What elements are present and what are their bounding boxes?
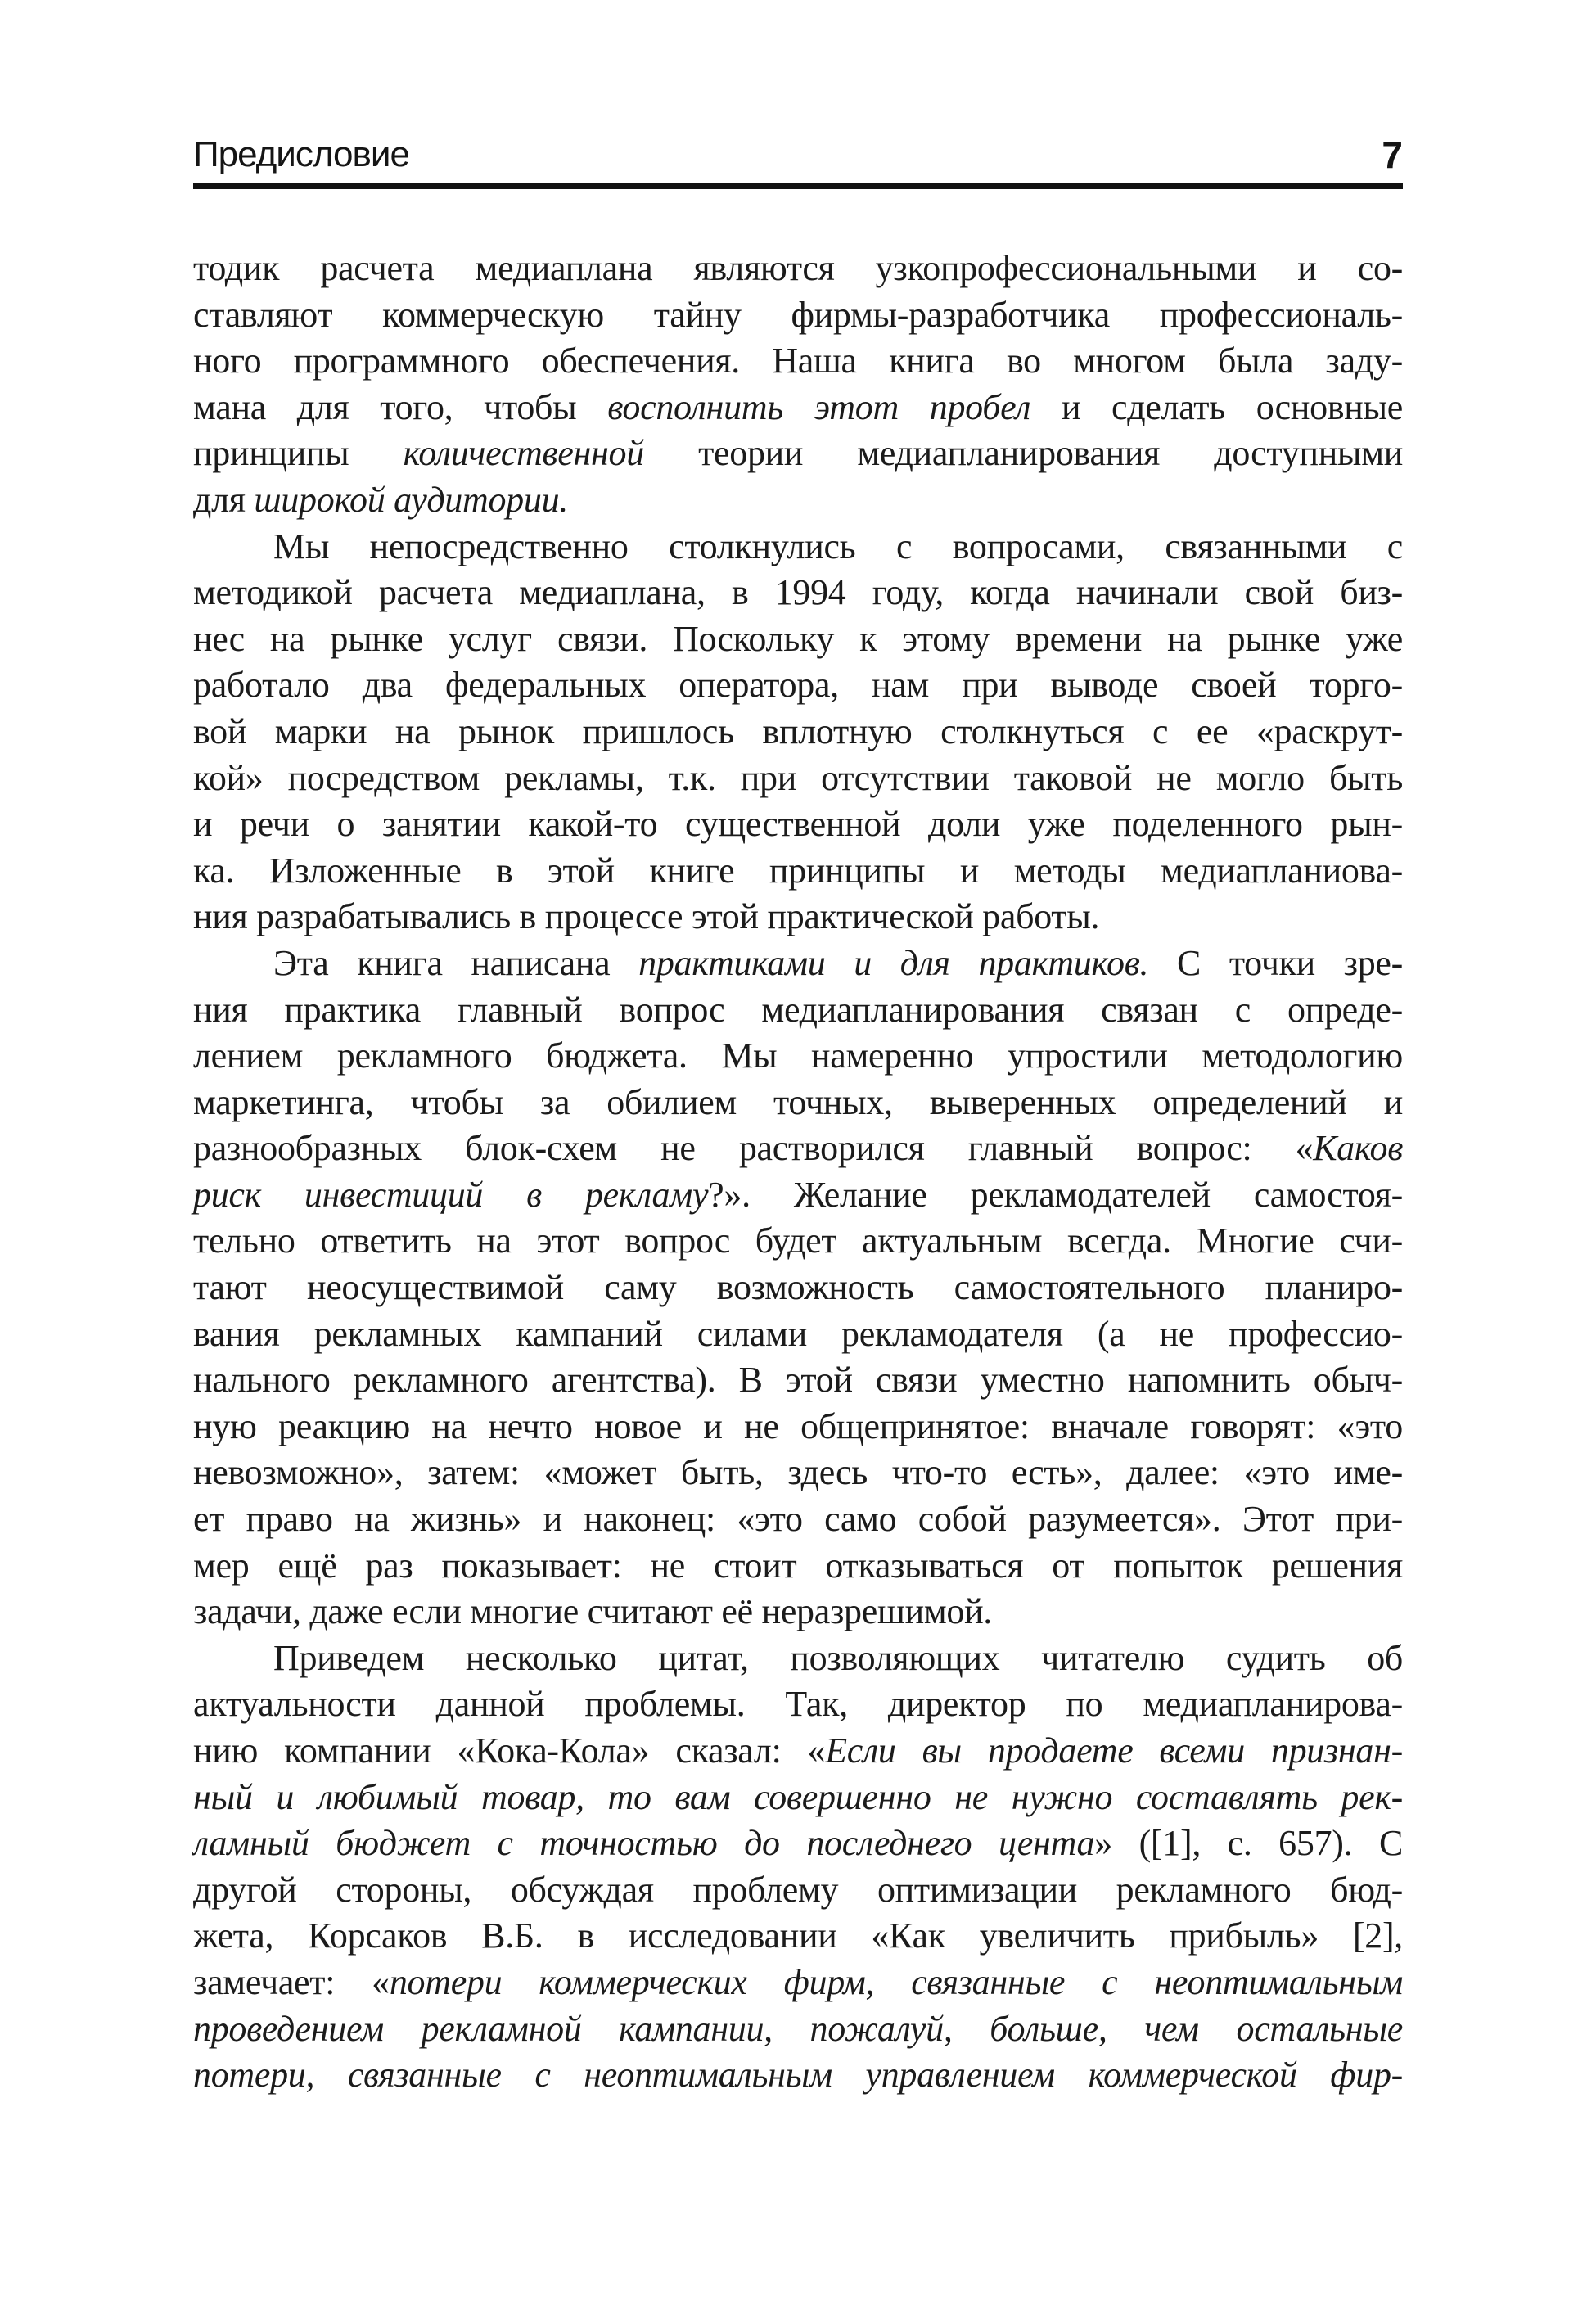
italic-text: широкой аудитории. [254, 479, 568, 520]
text-line [193, 1960, 1403, 2006]
text-line [193, 338, 1403, 385]
text-run: мана для того, чтобы [193, 386, 608, 427]
text-line [193, 1033, 1403, 1080]
text-run: нию компании «Кока-Кола» сказал: « [193, 1730, 826, 1771]
text-line [193, 1543, 1403, 1590]
text-run: ставляют коммерческую тайну фирмы-разработчика профессиональ- [193, 294, 1403, 335]
text-line [193, 941, 1403, 987]
text-run: Мы непосредственно столкнулись с вопросами, связанными с [273, 526, 1403, 566]
text-run: и сделать основные [1030, 386, 1403, 427]
text-run: работало два федеральных оператора, нам при выводе своей торго- [193, 665, 1403, 706]
text-line [193, 1635, 1403, 1682]
text-line [193, 1867, 1403, 1914]
text-run: теории медиапланирования доступными [643, 433, 1403, 474]
text-run: мер ещё раз показывает: не стоит отказываться от попыток решения [193, 1545, 1403, 1586]
text-run: тают неосуществимой саму возможность самостоятельного планиро- [193, 1267, 1403, 1308]
text-run: жета, Корсаков В.Б. в исследовании «Как увеличить прибыль» [2], [193, 1915, 1403, 1956]
text-run: Приведем несколько цитат, позволяющих читателю судить об [273, 1637, 1403, 1678]
text-run: ную реакцию на нечто новое и не общепринятое: вначале говорят: «это [193, 1405, 1403, 1446]
page-number: 7 [1382, 133, 1403, 176]
text-run: другой стороны, обсуждая проблему оптимизации рекламного бюд- [193, 1869, 1403, 1910]
header-rule [193, 183, 1403, 189]
text-run: нес на рынке услуг связи. Поскольку к этому времени на рынке уже [193, 618, 1403, 659]
text-line [193, 1357, 1403, 1404]
body-text [193, 246, 1403, 2099]
text-line [193, 246, 1403, 292]
text-run: разнообразных блок-схем не растворился главный вопрос: « [193, 1128, 1314, 1169]
paragraph [193, 524, 1403, 941]
italic-text: Каков [1313, 1128, 1403, 1169]
text-line [193, 431, 1403, 477]
text-line [193, 709, 1403, 756]
text-line [193, 1311, 1403, 1358]
italic-text: потери, связанные с неоптимальным управлением коммерческой фир- [193, 2055, 1403, 2096]
text-run: нального рекламного агентства). В этой связи уместно напомнить обыч- [193, 1360, 1403, 1401]
text-line [193, 1172, 1403, 1219]
italic-text: потери коммерческих фирм, связанные с неоптимальным [389, 1961, 1403, 2002]
text-line [193, 1450, 1403, 1496]
text-line [193, 848, 1403, 895]
italic-text: практиками и для практиков. [638, 942, 1149, 983]
italic-text: проведением рекламной кампании, пожалуй, больше, чем остальные [193, 2008, 1403, 2049]
text-run: вания рекламных кампаний силами рекламодателя (а не профессио- [193, 1313, 1403, 1354]
text-run: Эта книга написана [273, 942, 639, 983]
italic-text: Если вы продаете всеми признан- [825, 1730, 1403, 1771]
text-line [193, 2052, 1403, 2099]
italic-text: риск инвестиций в рекламу [193, 1174, 709, 1215]
text-line [193, 616, 1403, 663]
text-run: ка. Изложенные в этой книге принципы и методы медиапланиова- [193, 850, 1403, 891]
text-run: и речи о занятии какой-то существенной доли уже поделенного рын- [193, 804, 1403, 845]
text-line [193, 570, 1403, 616]
italic-text: ламный бюджет с точностью до последнего цента [193, 1823, 1095, 1864]
text-line [193, 1728, 1403, 1775]
text-run: ет право на жизнь» и наконец: «это само собой разумеется». Этот при- [193, 1499, 1403, 1540]
text-line [193, 662, 1403, 709]
text-run: для [193, 479, 255, 520]
text-line [193, 1126, 1403, 1172]
text-line [193, 756, 1403, 802]
italic-text: ный и любимый товар, то вам совершенно не нужно составлять рек- [193, 1776, 1403, 1817]
text-line [193, 1404, 1403, 1451]
text-run: вой марки на рынок пришлось вплотную столкнуться с ее «раскрут- [193, 711, 1403, 751]
text-line [193, 1820, 1403, 1867]
text-run: ?». Желание рекламодателей самостоя- [708, 1174, 1403, 1215]
text-run: ного программного обеспечения. Наша книга во многом была заду- [193, 341, 1403, 381]
text-run: ния разрабатывались в процессе этой практической работы. [193, 896, 1100, 937]
text-run: лением рекламного бюджета. Мы намеренно упростили методологию [193, 1035, 1403, 1076]
text-line [193, 1080, 1403, 1126]
text-run: ния практика главный вопрос медиапланирования связан с опреде- [193, 989, 1403, 1030]
text-run: тельно ответить на этот вопрос будет актуальным всегда. Многие счи- [193, 1220, 1403, 1261]
paragraph [193, 1635, 1403, 2099]
text-line [193, 1681, 1403, 1728]
text-run: методикой расчета медиаплана, в 1994 году, когда начинали свой биз- [193, 572, 1403, 613]
text-line [193, 524, 1403, 571]
italic-text: восполнить этот пробел [607, 386, 1031, 427]
running-title: Предисловие [193, 134, 409, 174]
text-run: » ([1], с. 657). С [1094, 1823, 1403, 1864]
text-line [193, 1775, 1403, 1821]
text-line [193, 1265, 1403, 1311]
text-run: тодик расчета медиаплана являются узкопрофессиональными и со- [193, 248, 1403, 288]
running-header [193, 131, 1403, 187]
paragraph [193, 246, 1403, 524]
text-run: замечает: « [193, 1961, 390, 2002]
text-line [193, 801, 1403, 848]
text-run: невозможно», затем: «может быть, здесь что-то есть», далее: «это име- [193, 1452, 1403, 1493]
text-run: задачи, даже если многие считают её неразрешимой. [193, 1591, 993, 1632]
paragraph [193, 941, 1403, 1635]
text-line [193, 987, 1403, 1034]
text-run: кой» посредством рекламы, т.к. при отсутствии таковой не могло быть [193, 757, 1403, 798]
text-line [193, 292, 1403, 339]
text-line [193, 2006, 1403, 2053]
text-run: С точки зре- [1148, 942, 1403, 983]
text-run: принципы [193, 433, 404, 474]
text-line [193, 385, 1403, 431]
text-run: маркетинга, чтобы за обилием точных, выверенных определений и [193, 1081, 1403, 1122]
text-run: актуальности данной проблемы. Так, директор по медиапланирова- [193, 1684, 1403, 1725]
italic-text: количественной [403, 433, 644, 474]
text-line [193, 1913, 1403, 1960]
text-line [193, 894, 1403, 941]
text-line [193, 1218, 1403, 1265]
text-line [193, 1589, 1403, 1635]
text-line [193, 477, 1403, 524]
text-line [193, 1496, 1403, 1543]
